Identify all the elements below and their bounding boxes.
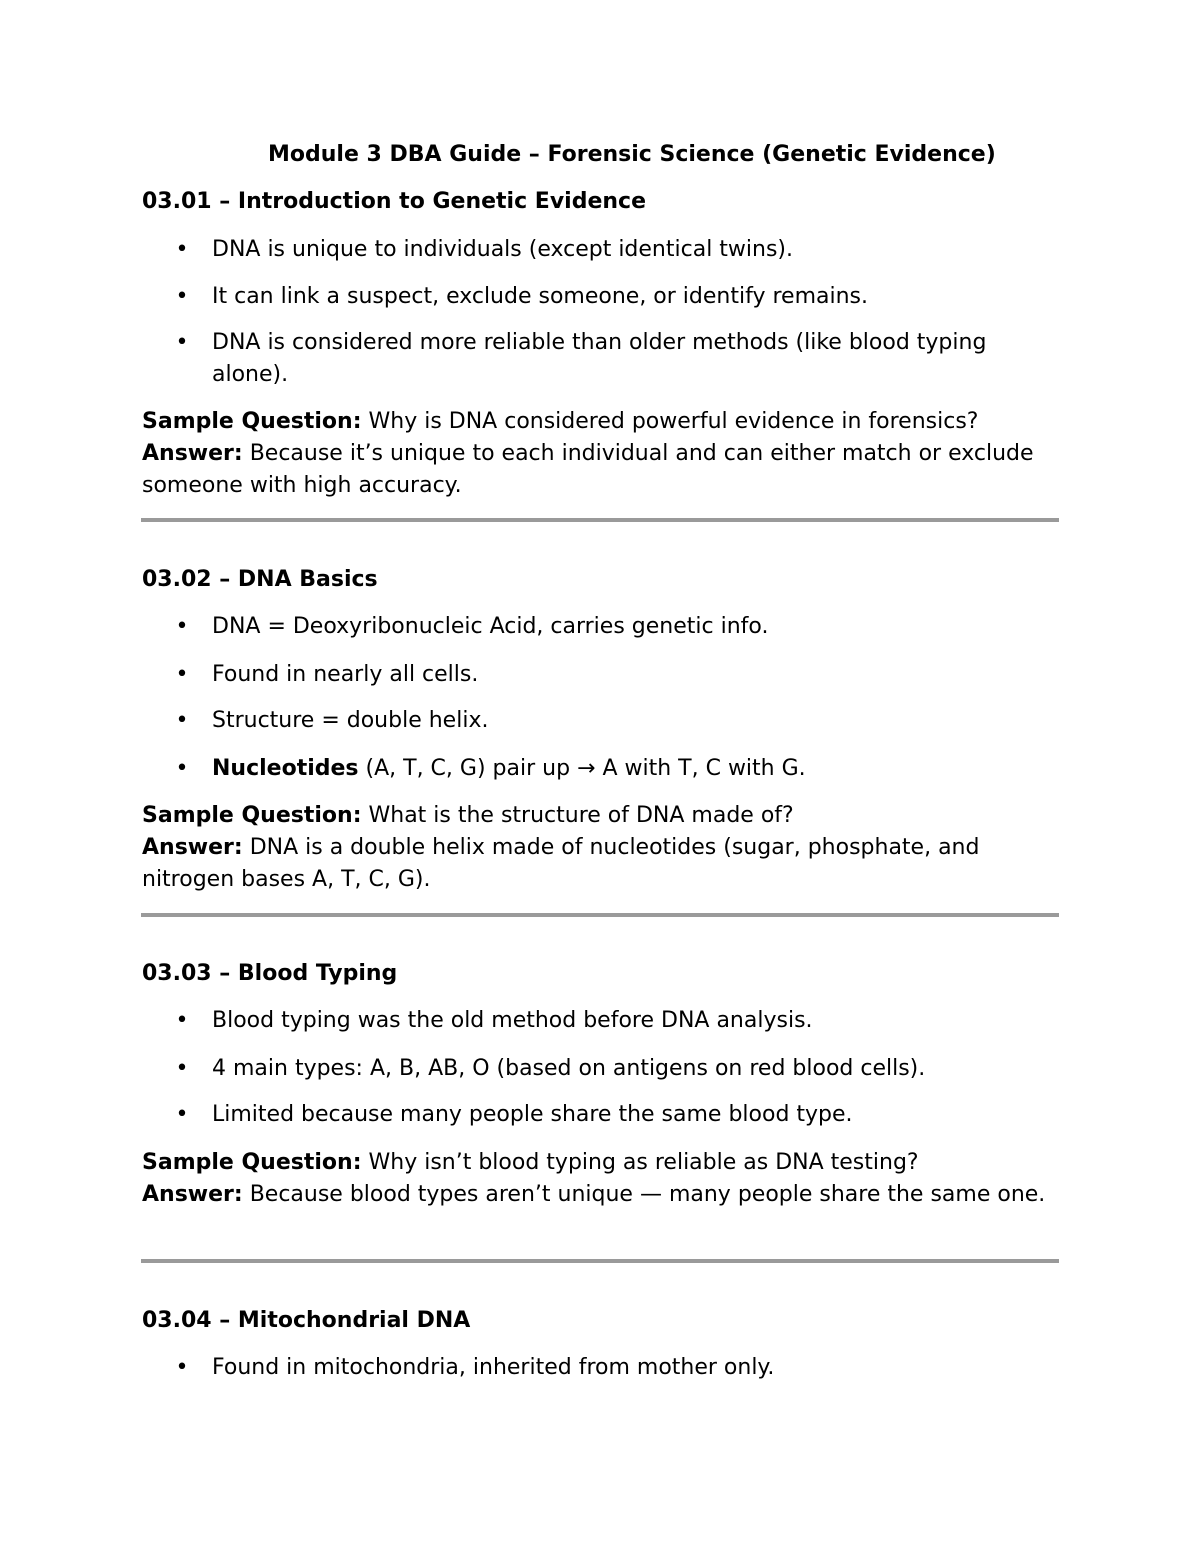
section-heading-03-02: 03.02 – DNA Basics (142, 567, 378, 592)
bullet-icon: • (175, 662, 189, 687)
bullet-text: DNA is considered more reliable than older methods (like blood typing alone). (212, 330, 987, 387)
bullet-icon: • (175, 284, 189, 309)
section-heading-03-01: 03.01 – Introduction to Genetic Evidence (142, 189, 646, 214)
bullet-text: 4 main types: A, B, AB, O (based on antigens on red blood cells). (212, 1056, 926, 1081)
question-label: Sample Question: (142, 1150, 362, 1175)
answer-label: Answer: (142, 1182, 243, 1207)
bullet-icon: • (175, 708, 189, 733)
bullet-item (175, 234, 1062, 266)
bullet-item (175, 611, 1062, 643)
section-divider (141, 913, 1059, 917)
answer-label: Answer: (142, 441, 243, 466)
section-divider (141, 518, 1059, 522)
bullet-text: DNA = Deoxyribonucleic Acid, carries genetic info. (212, 614, 769, 639)
question-text: What is the structure of DNA made of? (368, 803, 794, 828)
section-divider (141, 1259, 1059, 1263)
sample-answer (142, 1179, 1062, 1211)
sample-qa (142, 1147, 1062, 1211)
bullet-icon: • (175, 1102, 189, 1127)
answer-label: Answer: (142, 835, 243, 860)
bullet-text: DNA is unique to individuals (except identical twins). (212, 237, 794, 262)
section-heading-03-04: 03.04 – Mitochondrial DNA (142, 1308, 471, 1333)
bullet-text: Blood typing was the old method before DNA analysis. (212, 1008, 813, 1033)
question-label: Sample Question: (142, 409, 362, 434)
sample-answer (142, 438, 1062, 502)
sample-qa (142, 800, 1062, 896)
bullet-text: Found in nearly all cells. (212, 662, 479, 687)
bullet-text: It can link a suspect, exclude someone, or identify remains. (212, 284, 868, 309)
sample-question (142, 800, 1062, 832)
bullet-text: (A, T, C, G) pair up → A with T, C with G. (358, 756, 806, 781)
question-label: Sample Question: (142, 803, 362, 828)
sample-answer (142, 832, 1062, 896)
bullet-icon: • (175, 237, 189, 262)
bullet-icon: • (175, 614, 189, 639)
bullet-item (175, 705, 1062, 737)
bullet-bold-term: Nucleotides (212, 756, 359, 781)
bullet-icon: • (175, 330, 189, 355)
bullet-item (175, 659, 1062, 691)
bullet-item (175, 1005, 1062, 1037)
bullet-item (175, 327, 1062, 391)
bullet-icon: • (175, 1355, 189, 1380)
bullet-text: Found in mitochondria, inherited from mother only. (212, 1355, 775, 1380)
bullet-icon: • (175, 1056, 189, 1081)
answer-text: Because it’s unique to each individual and can either match or exclude someone with high accuracy. (142, 441, 1034, 498)
bullet-item (175, 1352, 1062, 1384)
bullet-item (175, 281, 1062, 313)
answer-text: DNA is a double helix made of nucleotides (sugar, phosphate, and nitrogen bases A, T, C, G). (142, 835, 980, 892)
bullet-icon: • (175, 756, 189, 781)
question-text: Why is DNA considered powerful evidence in forensics? (368, 409, 979, 434)
question-text: Why isn’t blood typing as reliable as DNA testing? (368, 1150, 919, 1175)
bullet-item (175, 1099, 1062, 1131)
sample-question (142, 1147, 1062, 1179)
document-title: Module 3 DBA Guide – Forensic Science (Genetic Evidence) (268, 142, 996, 167)
section-heading-03-03: 03.03 – Blood Typing (142, 961, 398, 986)
sample-qa (142, 406, 1062, 502)
bullet-icon: • (175, 1008, 189, 1033)
answer-text: Because blood types aren’t unique — many people share the same one. (249, 1182, 1046, 1207)
bullet-text: Limited because many people share the same blood type. (212, 1102, 853, 1127)
bullet-text: Structure = double helix. (212, 708, 489, 733)
bullet-item (175, 753, 1062, 785)
sample-question (142, 406, 1062, 438)
bullet-item (175, 1053, 1062, 1085)
